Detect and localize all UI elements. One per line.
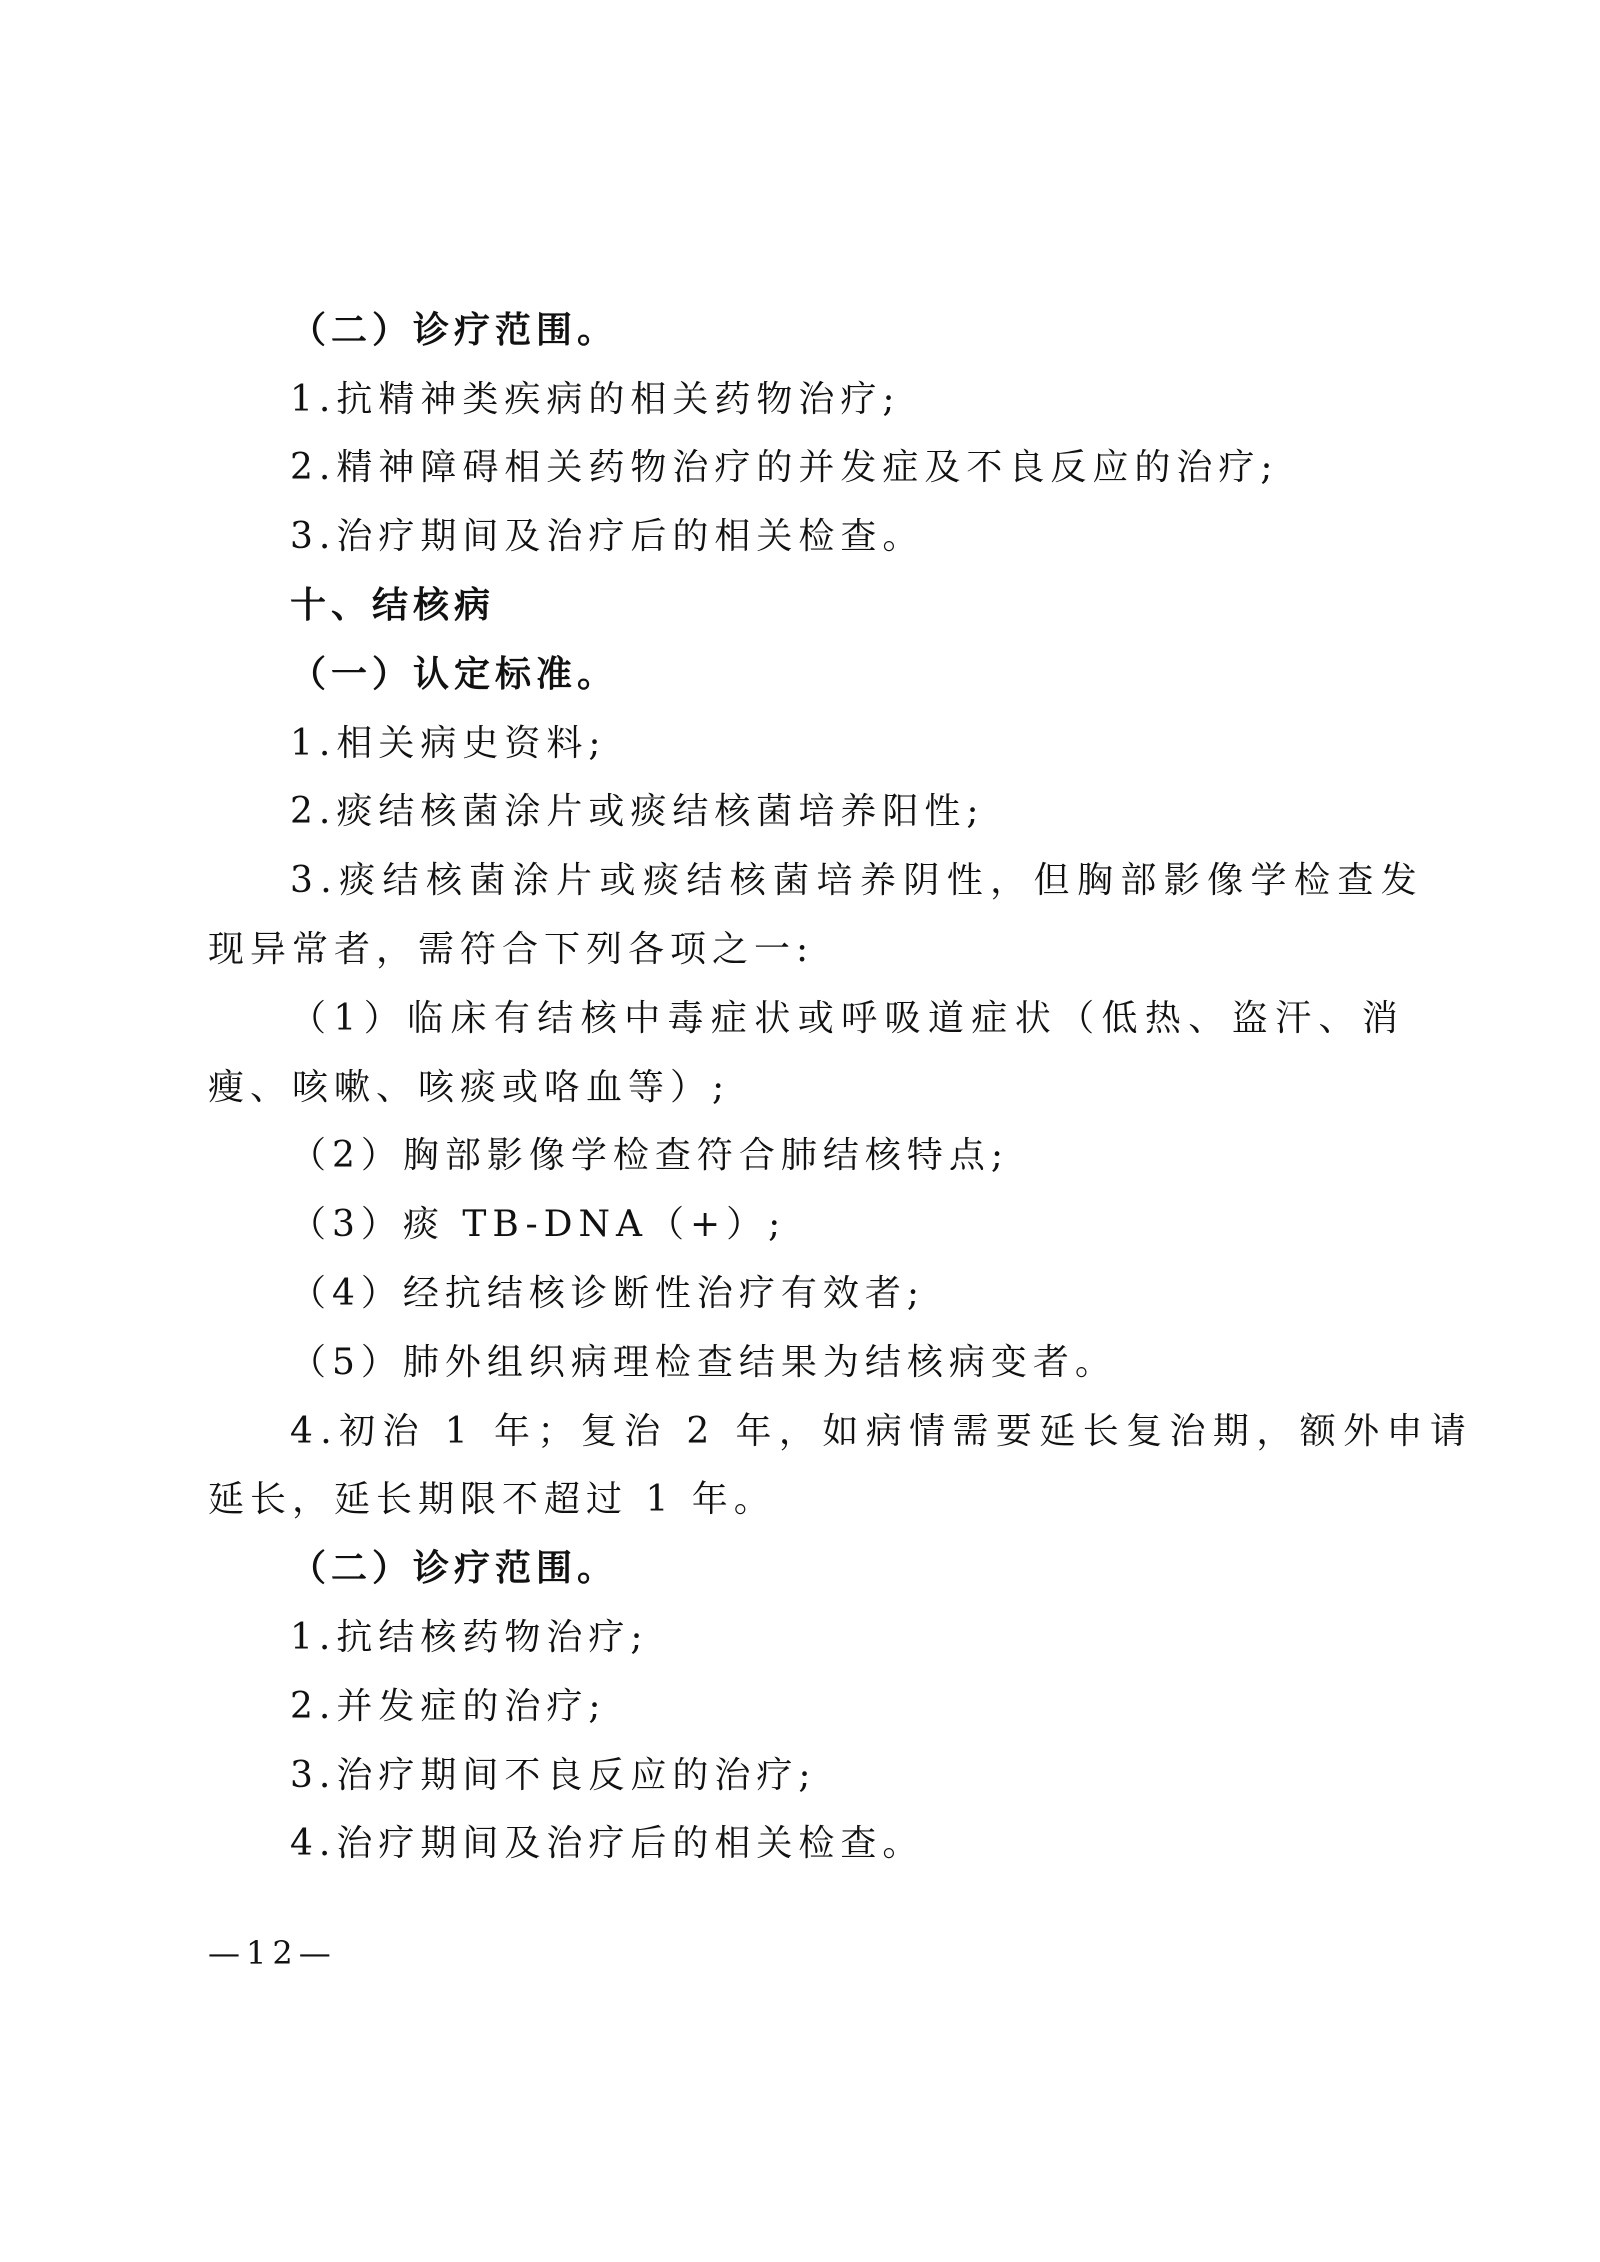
- list-item: 4.初治 1 年；复治 2 年，如病情需要延长复治期，额外申请: [290, 1411, 1474, 1452]
- sub-list-item-continuation: 瘦、咳嗽、咳痰或咯血等）;: [208, 1067, 731, 1108]
- list-item: 2.并发症的治疗;: [290, 1686, 607, 1727]
- list-item: 3.治疗期间及治疗后的相关检查。: [290, 516, 925, 557]
- sub-list-item: （3）痰 TB-DNA（+）;: [290, 1204, 787, 1245]
- sub-list-item: （2）胸部影像学检查符合肺结核特点;: [290, 1135, 1010, 1176]
- list-item-continuation: 延长，延长期限不超过 1 年。: [208, 1479, 776, 1520]
- list-item: 1.抗结核药物治疗;: [290, 1617, 649, 1658]
- section-heading-diagnosis-scope: （二）诊疗范围。: [290, 1548, 619, 1589]
- sub-list-item: （1）临床有结核中毒症状或呼吸道症状（低热、盗汗、消: [290, 998, 1406, 1039]
- section-heading-diagnosis-scope: （二）诊疗范围。: [290, 310, 619, 351]
- sub-list-item: （5）肺外组织病理检查结果为结核病变者。: [290, 1342, 1117, 1383]
- list-item: 3.治疗期间不良反应的治疗;: [290, 1755, 817, 1796]
- list-item: 1.相关病史资料;: [290, 723, 607, 764]
- list-item: 2.精神障碍相关药物治疗的并发症及不良反应的治疗;: [290, 447, 1279, 488]
- sub-list-item: （4）经抗结核诊断性治疗有效者;: [290, 1273, 926, 1314]
- chapter-heading-tuberculosis: 十、结核病: [290, 585, 496, 626]
- list-item: 1.抗精神类疾病的相关药物治疗;: [290, 379, 901, 420]
- section-heading-criteria: （一）认定标准。: [290, 654, 619, 695]
- page-number: —12—: [208, 1934, 337, 1972]
- list-item: 4.治疗期间及治疗后的相关检查。: [290, 1823, 925, 1864]
- list-item: 2.痰结核菌涂片或痰结核菌培养阳性;: [290, 791, 985, 832]
- list-item: 3.痰结核菌涂片或痰结核菌培养阴性，但胸部影像学检查发: [290, 860, 1425, 901]
- list-item-continuation: 现异常者，需符合下列各项之一:: [208, 929, 815, 970]
